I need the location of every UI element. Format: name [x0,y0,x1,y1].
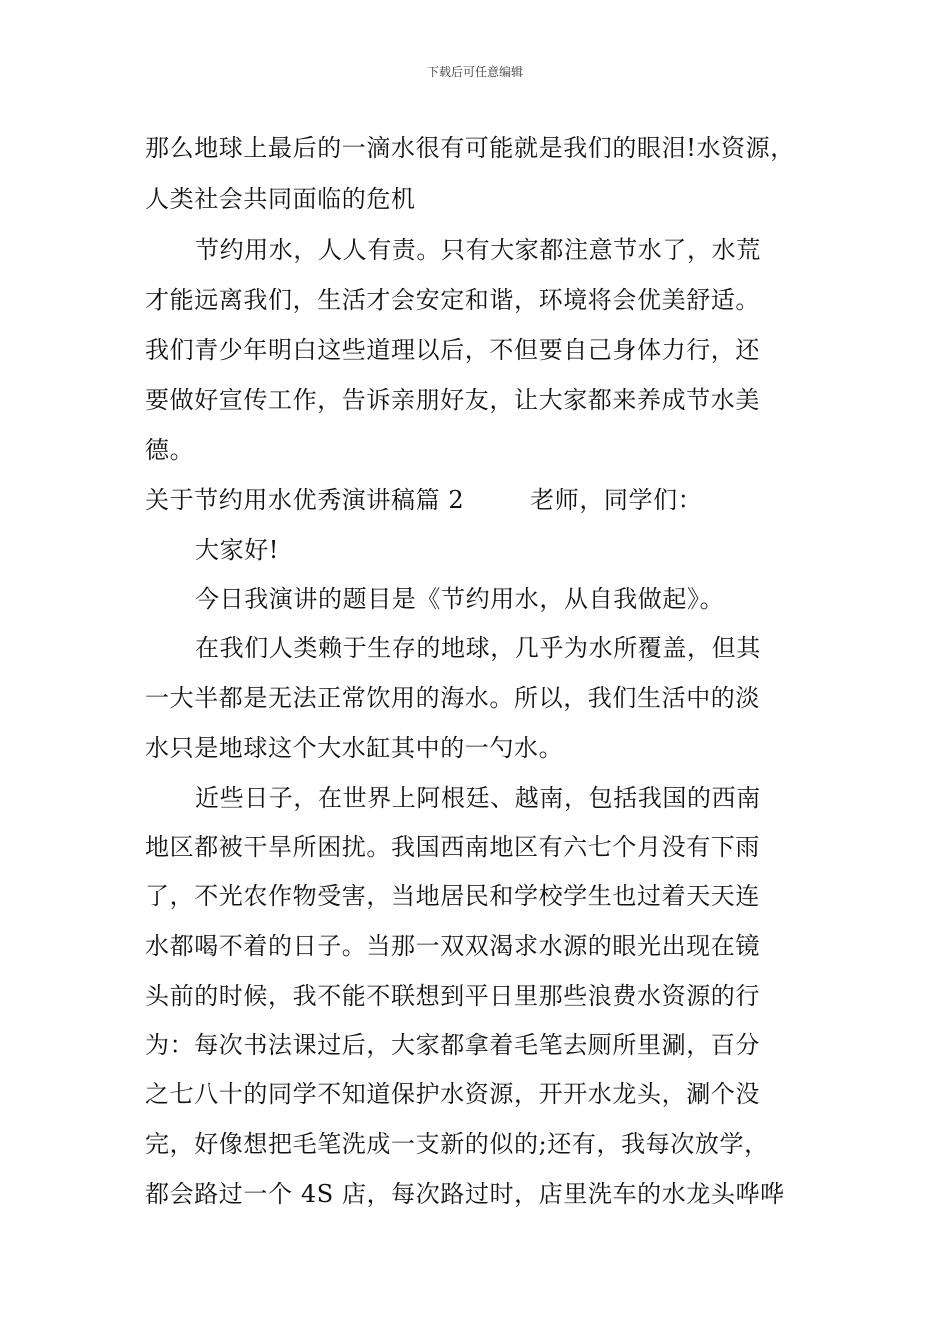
body-line: 才能远离我们，生活才会安定和谐，环境将会优美舒适。 [145,286,760,314]
body-line: 水都喝不着的日子。当那一双双渴求水源的眼光出现在镜 [145,932,760,960]
greeting-line: 大家好! [195,536,280,564]
body-line: 要做好宣传工作，告诉亲朋好友，让大家都来养成节水美 [145,386,760,414]
body-line: 一大半都是无法正常饮用的海水。所以，我们生活中的淡 [145,684,760,712]
section-title-line: 关于节约用水优秀演讲稿篇 2 老师，同学们： [145,486,703,514]
paragraph-start-line: 近些日子，在世界上阿根廷、越南，包括我国的西南 [195,784,761,812]
page-header: 下载后可任意编辑 [426,65,523,79]
body-line: 都会路过一个 4S 店，每次路过时，店里洗车的水龙头哗哗 [145,1180,785,1208]
paragraph-start-line: 今日我演讲的题目是《节约用水，从自我做起》。 [195,585,725,613]
body-line: 我们青少年明白这些道理以后，不但要自己身体力行，还 [145,336,760,364]
body-line: 为：每次书法课过后，大家都拿着毛笔去厕所里涮，百分 [145,1031,760,1059]
body-line: 头前的时候，我不能不联想到平日里那些浪费水资源的行 [145,982,760,1010]
body-line: 那么地球上最后的一滴水很有可能就是我们的眼泪!水资源， [145,134,795,162]
body-line: 之七八十的同学不知道保护水资源，开开水龙头，涮个没 [145,1080,760,1108]
body-line: 了，不光农作物受害，当地居民和学校学生也过着天天连 [145,882,760,910]
body-line: 完，好像想把毛笔洗成一支新的似的;还有，我每次放学， [145,1130,769,1158]
body-line: 人类社会共同面临的危机 [145,185,416,213]
body-line: 水只是地球这个大水缸其中的一勺水。 [145,734,564,762]
paragraph-start-line: 在我们人类赖于生存的地球，几乎为水所覆盖，但其 [195,634,761,662]
body-line: 德。 [145,436,195,464]
body-line: 地区都被干旱所困扰。我国西南地区有六七个月没有下雨 [145,833,760,861]
paragraph-start-line: 节约用水，人人有责。只有大家都注意节水了，水荒 [195,236,761,264]
